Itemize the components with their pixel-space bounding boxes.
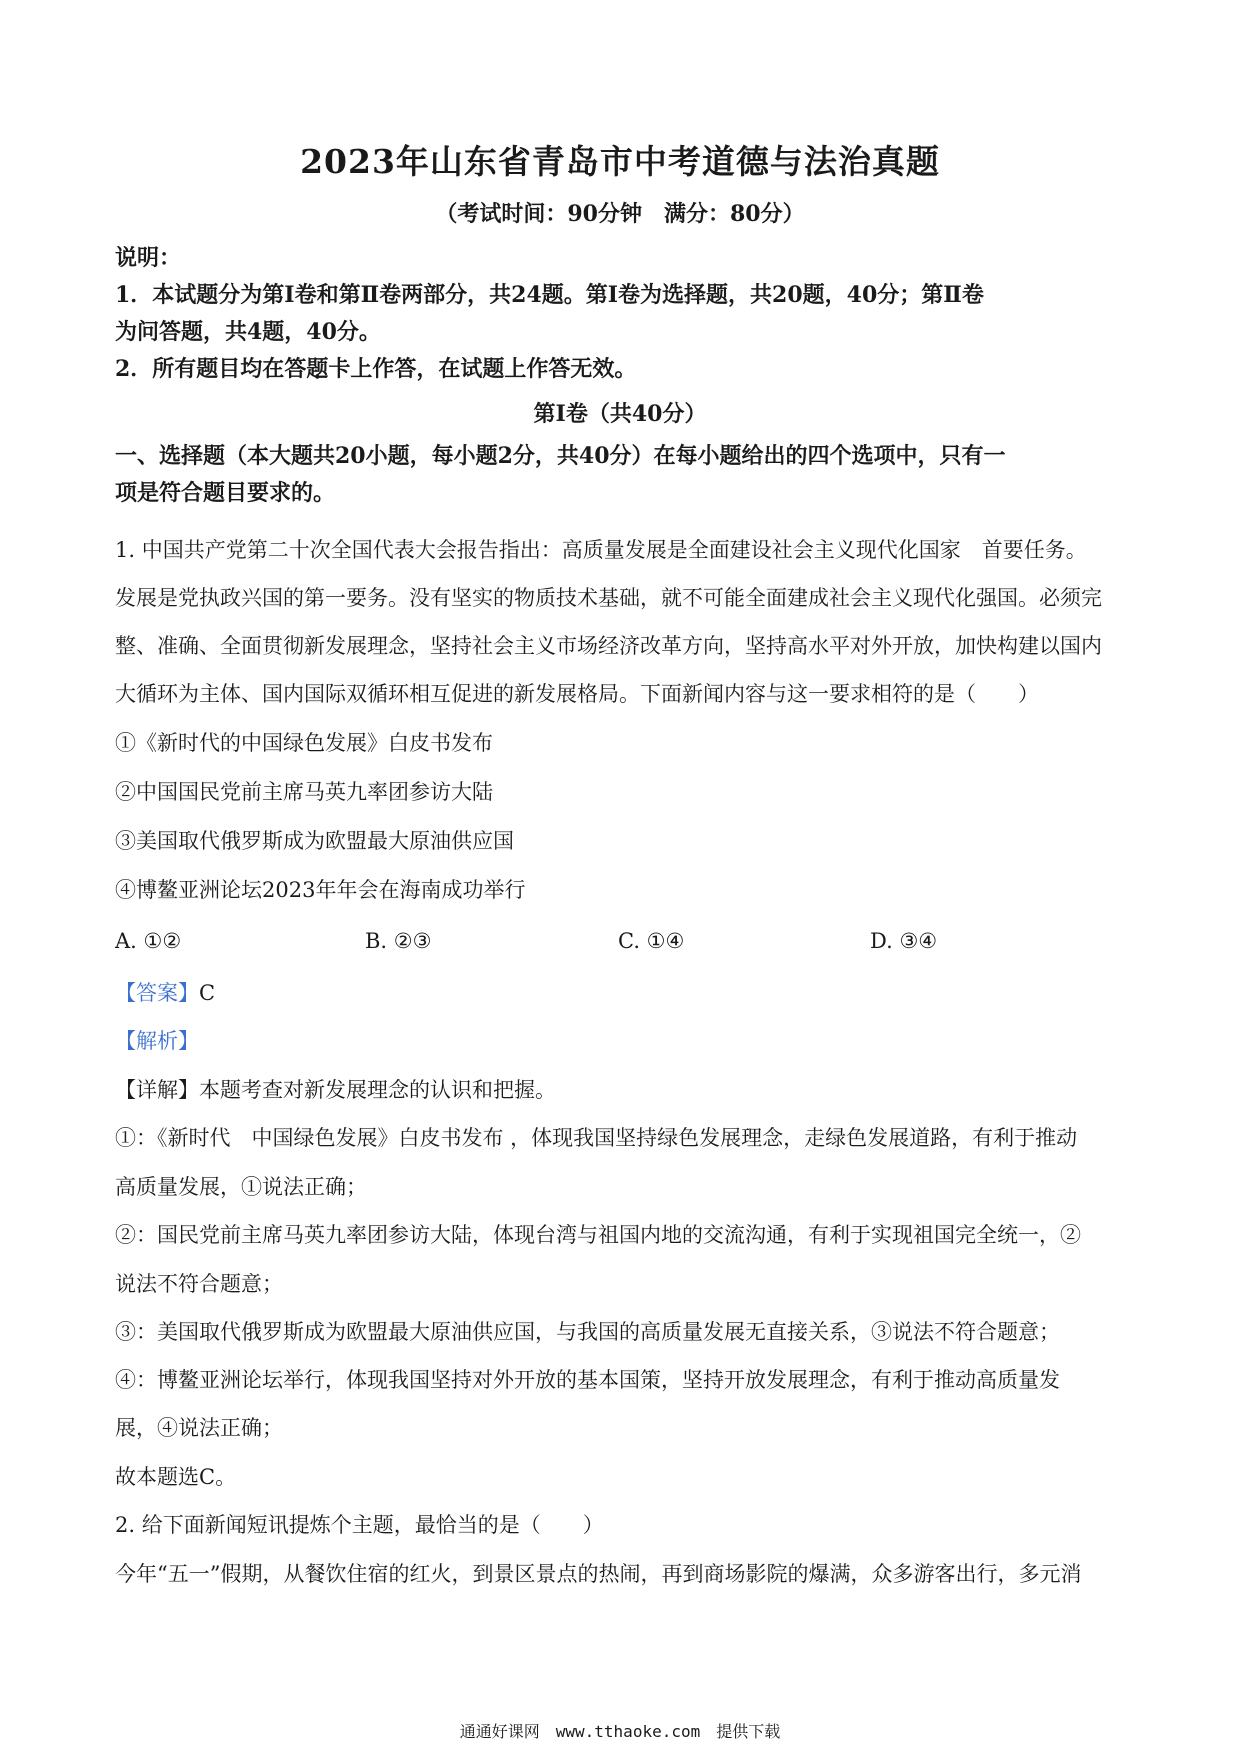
notes-heading: 说明： (115, 245, 182, 271)
q1-answer (115, 977, 215, 1007)
q1-option-d: D. ③④ (870, 929, 938, 953)
q1-stem-line-3: 整、准确、全面贯彻新发展理念，坚持社会主义市场经济改革方向，坚持高水平对外开放，加快构建以国内 (115, 634, 1102, 658)
q1-detail-line-3: 高质量发展，①说法正确； (115, 1175, 367, 1199)
q1-detail-line-6: ③：美国取代俄罗斯成为欧盟最大原油供应国，与我国的高质量发展无直接关系，③说法不符合题意； (115, 1320, 1060, 1344)
page-footer: 通通好课网 www.tthaoke.com 提供下载 (459, 1722, 781, 1741)
q1-detail-line-9: 故本题选C。 (115, 1465, 237, 1489)
notes-line-2: 为问答题，共4题，40分。 (115, 319, 381, 345)
q1-option-a: A. ①② (115, 929, 182, 953)
q1-stem-line-1: 1. 中国共产党第二十次全国代表大会报告指出：高质量发展是全面建设社会主义现代化国家 首要任务。 (115, 538, 1087, 562)
q1-detail-line-2: ①：《新时代 中国绿色发展》白皮书发布 ，体现我国坚持绿色发展理念，走绿色发展道路，有利于推动 (115, 1126, 1078, 1150)
q1-detail-line-1: 【详解】本题考查对新发展理念的认识和把握。 (115, 1078, 556, 1102)
q1-item-3: ③美国取代俄罗斯成为欧盟最大原油供应国 (115, 829, 514, 853)
q1-stem-line-4: 大循环为主体、国内国际双循环相互促进的新发展格局。下面新闻内容与这一要求相符的是（ ） (115, 682, 1039, 706)
page-title: 2023年山东省青岛市中考道德与法治真题 (300, 142, 940, 181)
q1-item-2: ②中国国民党前主席马英九率团参访大陆 (115, 780, 493, 804)
q1-detail-line-7: ④：博鳌亚洲论坛举行，体现我国坚持对外开放的基本国策，坚持开放发展理念，有利于推动高质量发 (115, 1368, 1060, 1392)
q1-option-b: B. ②③ (365, 929, 432, 953)
section-title: 第Ⅰ卷（共40分） (533, 401, 707, 427)
q1-item-1: ①《新时代的中国绿色发展》白皮书发布 (115, 731, 493, 755)
q2-stem-line-1: 2. 给下面新闻短讯提炼个主题，最恰当的是（ ） (115, 1513, 604, 1537)
section-instruction-1: 一、选择题（本大题共20小题，每小题2分，共40分）在每小题给出的四个选项中，只有一 (115, 443, 1006, 469)
notes-line-3-end: 上作答，在试题上作答无效。 (350, 356, 637, 382)
section-instruction-2: 项是符合题目要求的。 (115, 480, 336, 506)
q1-item-4: ④博鳌亚洲论坛2023年年会在海南成功举行 (115, 878, 526, 902)
q1-stem-line-2: 发展是党执政兴国的第一要务。没有坚实的物质技术基础，就不可能全面建成社会主义现代化强国。必须完 (115, 586, 1102, 610)
notes-line-1: 1．本试题分为第Ⅰ卷和第Ⅱ卷两部分，共24题。第Ⅰ卷为选择题，共20题，40分；第Ⅱ卷 (115, 282, 984, 308)
exam-subtitle: （考试时间：90分钟 满分：80分） (435, 201, 805, 227)
answer-tag: 【答案】 (115, 981, 199, 1005)
q1-detail-line-5: 说法不符合题意； (115, 1272, 283, 1296)
answer-value: C (199, 981, 216, 1005)
notes-line-3 (115, 352, 636, 383)
q1-detail-line-8: 展，④说法正确； (115, 1416, 283, 1440)
notes-line-3-start: 2．所有题目均在 (115, 356, 285, 382)
answer-card-emphasis: 答题卡 (284, 356, 351, 382)
analysis-tag: 【解析】 (115, 1029, 199, 1053)
q1-detail-line-4: ②：国民党前主席马英九率团参访大陆，体现台湾与祖国内地的交流沟通，有利于实现祖国完全统一，② (115, 1223, 1081, 1247)
q1-option-c: C. ①④ (618, 929, 685, 953)
q2-stem-line-2: 今年“五一”假期，从餐饮住宿的红火，到景区景点的热闹，再到商场影院的爆满，众多游客出行，多元消 (115, 1562, 1082, 1586)
